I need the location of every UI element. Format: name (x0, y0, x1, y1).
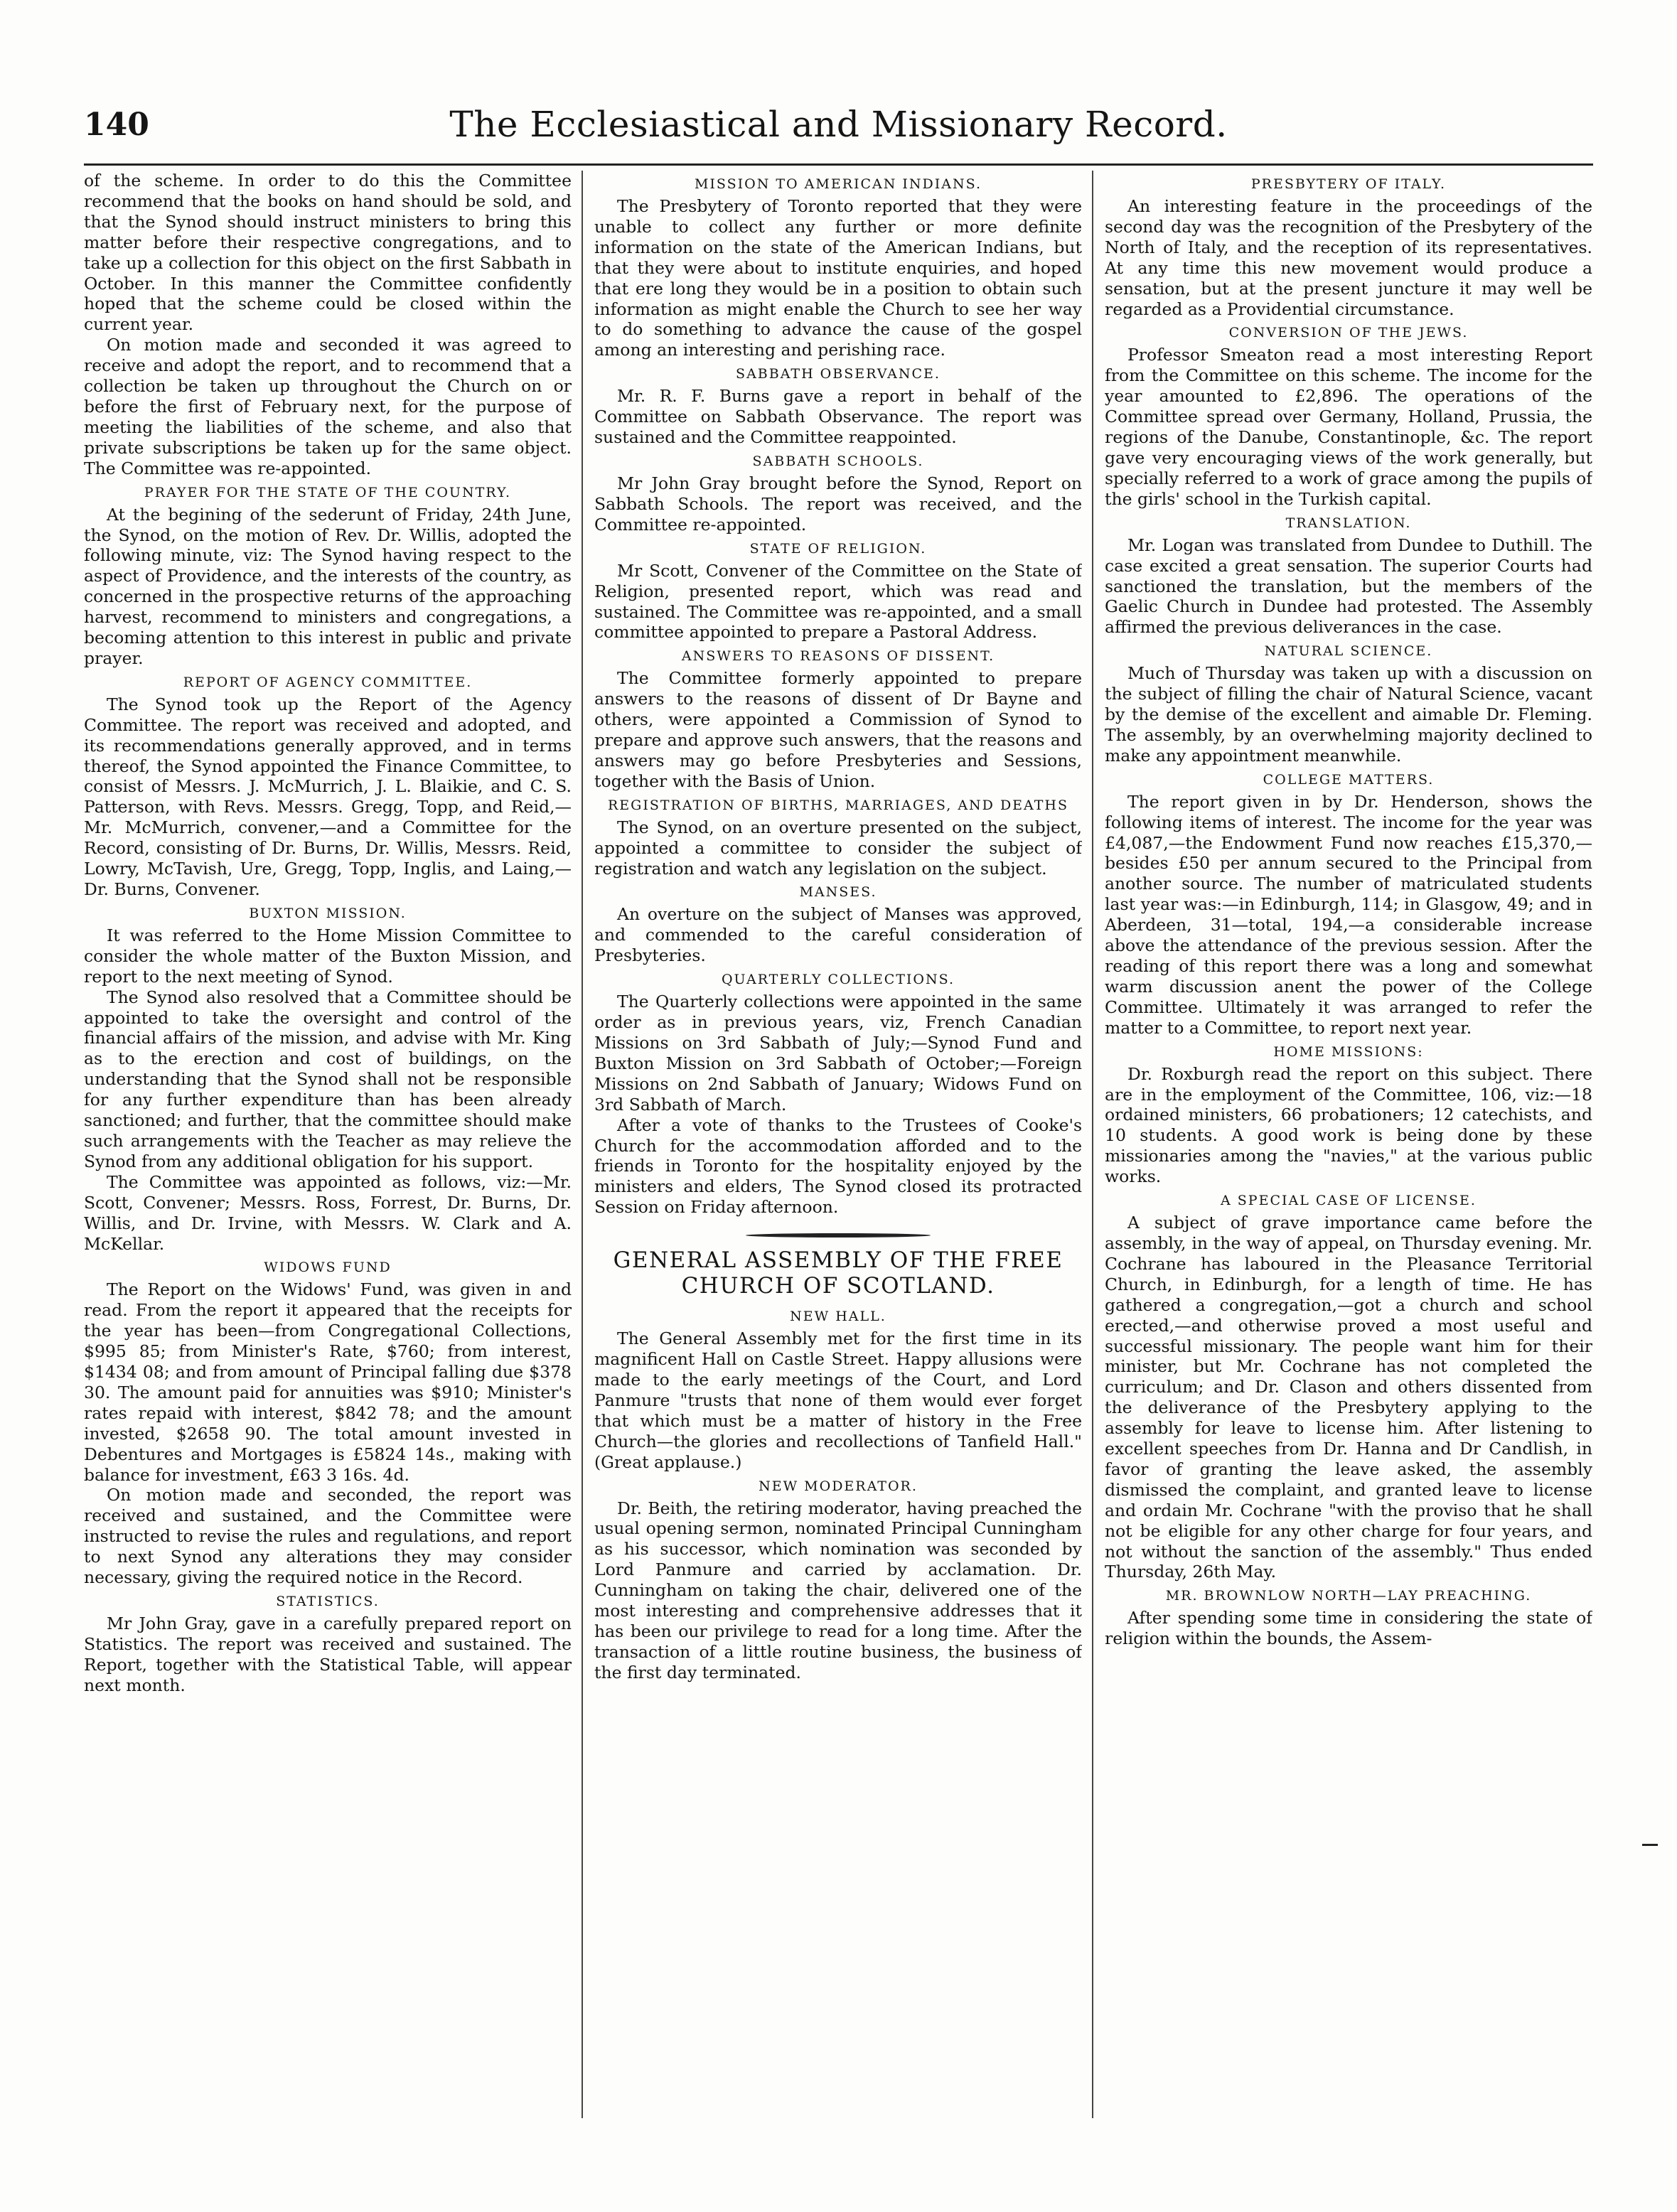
section-heading: NATURAL SCIENCE. (1264, 643, 1433, 660)
section-heading: MANSES. (799, 884, 877, 901)
paragraph: The Report on the Widows' Fund, was given in and read. From the report it appeared that the receipts for the year has been—from Congregational Collections, $995 85; from Minister's Rate, $760; from interest, $1434 08; and from amount of Principal falling due $378 30. The amount paid for annuities was $910; Minister's rates repaid with interest, $842 78; and the amount invested, $2658 90. The total amount invested in Debentures and Mortgages is £5824 14s., making with balance for investment, £63 3 16s. 4d. (84, 1279, 572, 1485)
paragraph: of the scheme. In order to do this the Committee recommend that the books on hand should be sold, and that the Synod should instruct ministers to bring this matter before their respective congregations, and to take up a collection for this object on the first Sabbath in October. In this manner the Committee confidently hoped that the scheme could be closed within the current year. (84, 171, 572, 335)
paragraph: Mr John Gray brought before the Synod, Report on Sabbath Schools. The report was received, and the Committee re-appointed. (594, 473, 1082, 535)
article-title: GENERAL ASSEMBLY OF THE FREE CHURCH OF SCOTLAND. (613, 1247, 1063, 1299)
paragraph: The Presbytery of Toronto reported that they were unable to collect any further or more definite information on the state of the American Indians, but that they were about to institute enquiries, and hoped that ere long they would be in a position to obtain such information as might enable the Church to see her way to do something to advance the cause of the gospel among an interesting and perishing race. (594, 196, 1082, 360)
paragraph: The Committee was appointed as follows, viz:—Mr. Scott, Convener; Messrs. Ross, Forrest, Dr. Burns, Dr. Willis, and Dr. Irvine, with Messrs. W. Clark and A. McKellar. (84, 1171, 572, 1254)
paragraph: On motion made and seconded, the report was received and sustained, and the Committee were instructed to revise the rules and regulations, and report to next Synod any alterations they may consider necessary, giving the required notice in the Record. (84, 1485, 572, 1588)
section-heading: STATISTICS. (276, 1594, 380, 1609)
header-rule (84, 163, 1593, 166)
paragraph: Dr. Beith, the retiring moderator, having preached the usual opening sermon, nominated Principal Cunningham as his successor, which nomination was seconded by Lord Panmure and carried by acclamation. Dr. Cunningham on taking the chair, delivered one of the most interesting and comprehensive addresses that it has been our privilege to read for a long time. After the transaction of a little routine business, the business of the first day terminated. (594, 1498, 1082, 1682)
paragraph: Mr. Logan was translated from Dundee to Duthill. The case excited a great sensation. The superior Courts had sanctioned the translation, but the members of the Gaelic Church in Dundee had protested. The Assembly affirmed the previous deliverances in the case. (1105, 535, 1592, 638)
margin-dash-mark (1642, 1844, 1658, 1846)
section-heading: NEW MODERATOR. (759, 1478, 918, 1494)
running-title: The Ecclesiastical and Missionary Record. (449, 104, 1228, 145)
column-2 (594, 171, 1082, 2090)
section-heading: SABBATH SCHOOLS. (752, 453, 924, 469)
paragraph: On motion made and seconded it was agreed to receive and adopt the report, and to recommend that a collection be taken up throughout the Church on or before the first of February next, for the purpose of meeting the liabilities of the scheme, and also that private subscriptions be taken up for the same object. The Committee was re-appointed. (84, 335, 572, 478)
section-heading: A SPECIAL CASE OF LICENSE. (1221, 1193, 1477, 1209)
section-heading: PRAYER FOR THE STATE OF THE COUNTRY. (144, 484, 512, 500)
section-heading: NEW HALL. (790, 1309, 886, 1325)
paragraph: An overture on the subject of Manses was approved, and commended to the careful consideration of Presbyteries. (594, 904, 1082, 966)
page-number: 140 (84, 107, 149, 143)
paragraph: The Committee formerly appointed to prepare answers to the reasons of dissent of Dr Bayne and others, were appointed a Commission of Synod to prepare and approve such answers, that the reasons and answers may go before Presbyteries and Sessions, together with the Basis of Union. (594, 668, 1082, 791)
paragraph: At the begining of the sederunt of Friday, 24th June, the Synod, on the motion of Rev. Dr. Willis, adopted the following minute, viz: The Synod having respect to the aspect of Providence, and the interests of the country, as concerned in the prospective returns of the approaching harvest, recommend to ministers and congregations, a becoming attention to this interest in public and private prayer. (84, 504, 572, 668)
paragraph: A subject of grave importance came before the assembly, in the way of appeal, on Thursday evening. Mr. Cochrane has laboured in the Pleasance Territorial Church, in Edinburgh, for a length of time. He has gathered a congregation,—got a church and school erected,—and otherwise proved a most useful and successful missionary. The people want him for their minister, but Mr. Cochrane has not completed the curriculum; and Dr. Clason and others dissented from the deliverance of the Presbytery applying to the assembly for leave to license him. After listening to excellent speeches from Dr. Hanna and Dr Candlish, in favor of granting the leave asked, the assembly dismissed the complaint, and granted leave to license and ordain Mr. Cochrane "with the proviso that he shall not be eligible for any other charge for four years, and not without the sanction of the assembly." Thus ended Thursday, 26th May. (1105, 1213, 1592, 1582)
paragraph: After a vote of thanks to the Trustees of Cooke's Church for the accommodation afforded and to the friends in Toronto for the hospitality enjoyed by the ministers and elders, The Synod closed its protracted Session on Friday afternoon. (594, 1115, 1082, 1218)
section-heading: TRANSLATION. (1285, 515, 1412, 531)
paragraph: The Quarterly collections were appointed in the same order as in previous years, viz, French Canadian Missions on 3rd Sabbath of July;—Synod Fund and Buxton Mission on 3rd Sabbath of October;—Foreign Missions on 2nd Sabbath of January; Widows Fund on 3rd Sabbath of March. (594, 992, 1082, 1115)
column-divider (582, 171, 583, 2118)
column-divider (1092, 171, 1093, 2118)
section-heading: HOME MISSIONS: (1273, 1043, 1424, 1060)
paragraph: The report given in by Dr. Henderson, shows the following items of interest. The income for the year was £4,087,—the Endowment Fund now reaches £15,370,—besides £50 per annum secured to the Principal from another source. The number of matriculated students last year was:—in Edinburgh, 114; in Glasgow, 49; and in Aberdeen, 31—total, 194,—a considerable increase above the attendance of the previous session. After the reading of this report there was a long and somewhat warm discussion anent the power of the College Committee. Ultimately it was arranged to refer the matter to a Committee, to report next year. (1105, 791, 1592, 1038)
section-heading: PRESBYTERY OF ITALY. (1250, 176, 1447, 192)
paragraph: After spending some time in considering the state of religion within the bounds, the Assem- (1105, 1608, 1592, 1649)
section-heading: MR. BROWNLOW NORTH—LAY PREACHING. (1165, 1588, 1532, 1604)
paragraph: Professor Smeaton read a most interesting Report from the Committee on this scheme. The income for the year amounted to £2,896. The operations of the Committee spread over Germany, Holland, Prussia, the regions of the Danube, Constantinople, &c. The report gave very encouraging views of the work generally, but specially referred to a work of grace among the pupils of the girls' school in the Turkish capital. (1105, 345, 1592, 509)
paragraph: The Synod took up the Report of the Agency Committee. The report was received and adopted, and its recommendations generally approved, and in terms thereof, the Synod appointed the Finance Committee, to consist of Messrs. J. McMurrich, J. L. Blaikie, and C. S. Patterson, with Revs. Messrs. Gregg, Topp, and Reid,—Mr. McMurrich, convener,—and a Committee for the Record, consisting of Dr. Burns, Dr. Willis, Messrs. Reid, Lowry, McTavish, Ure, Gregg, Topp, Inglis, and Laing,—Dr. Burns, Convener. (84, 694, 572, 899)
section-heading: CONVERSION OF THE JEWS. (1228, 325, 1469, 341)
column-3 (1105, 171, 1592, 2090)
paragraph: The General Assembly met for the first time in its magnificent Hall on Castle Street. Happy allusions were made to the early meetings of the Court, and Lord Panmure "trusts that none of them would ever forget that which must be a matter of history in the Free Church—the glories and recollections of Tanfield Hall." (Great applause.) (594, 1328, 1082, 1472)
section-heading: SABBATH OBSERVANCE. (736, 366, 941, 382)
section-heading: ANSWERS TO REASONS OF DISSENT. (681, 648, 995, 665)
decorative-rule (746, 1233, 931, 1237)
paragraph: Mr Scott, Convener of the Committee on the State of Religion, presented report, which was read and sustained. The Committee was re-appointed, and a small committee appointed to prepare a Pastoral Address. (594, 560, 1082, 643)
section-heading: COLLEGE MATTERS. (1263, 771, 1435, 788)
paragraph: It was referred to the Home Mission Committee to consider the whole matter of the Buxton Mission, and report to the next meeting of Synod. (84, 925, 572, 987)
section-heading: QUARTERLY COLLECTIONS. (721, 972, 955, 988)
section-heading: MISSION TO AMERICAN INDIANS. (694, 176, 982, 192)
section-heading: REPORT OF AGENCY COMMITTEE. (183, 674, 473, 690)
section-heading: BUXTON MISSION. (249, 905, 407, 921)
column-1 (84, 171, 572, 2090)
paragraph: The Synod also resolved that a Committee should be appointed to take the oversight and control of the financial affairs of the mission, and advise with Mr. King as to the erection and cost of buildings, on the understanding that the Synod shall not be responsible for any further expenditure than has been already sanctioned; and further, that the committee should make such arrangements with the Teacher as may relieve the Synod from any additional obligation for his support. (84, 987, 572, 1171)
paragraph: Mr John Gray, gave in a carefully prepared report on Statistics. The report was received and sustained. The Report, together with the Statistical Table, will appear next month. (84, 1614, 572, 1695)
section-heading: STATE OF RELIGION. (749, 540, 927, 557)
paragraph: An interesting feature in the proceedings of the second day was the recognition of the Presbytery of the North of Italy, and the reception of its representatives. At any time this new movement would produce a sensation, but at the present juncture it may well be regarded as a Providential circumstance. (1105, 196, 1592, 319)
section-heading: REGISTRATION OF BIRTHS, MARRIAGES, AND DEATHS (608, 797, 1068, 813)
paragraph: Dr. Roxburgh read the report on this subject. There are in the employment of the Committee, 106, viz:—18 ordained ministers, 66 probationers; 12 catechists, and 10 students. A good work is being done by these missionaries among the "navies," at the various public works. (1105, 1063, 1592, 1187)
paragraph: The Synod, on an overture presented on the subject, appointed a committee to consider the subject of registration and watch any legislation on the subject. (594, 817, 1082, 879)
section-heading: WIDOWS FUND (264, 1260, 392, 1276)
paragraph: Mr. R. F. Burns gave a report in behalf of the Committee on Sabbath Observance. The report was sustained and the Committee reappointed. (594, 386, 1082, 448)
paragraph: Much of Thursday was taken up with a discussion on the subject of filling the chair of Natural Science, vacant by the demise of the excellent and aimable Dr. Fleming. The assembly, by an overwhelming majority declined to make any appointment meanwhile. (1105, 663, 1592, 766)
